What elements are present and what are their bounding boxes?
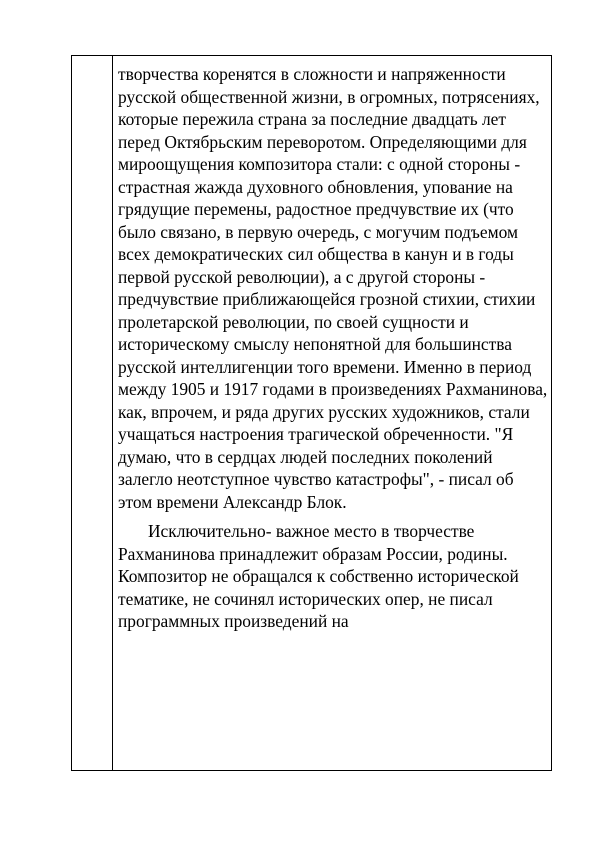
table-narrow-column bbox=[72, 56, 113, 770]
text-table bbox=[71, 55, 552, 771]
table-text-cell bbox=[118, 63, 548, 633]
paragraph-russia-images: Исключительно- важное место в творчестве Рахманинова принадлежит образам России, родины. Композитор не обращался к собственно исторической тематике, не сочинял исторических опер, не писал программных произведений на bbox=[118, 521, 519, 631]
paragraph-continuation: творчества коренятся в сложности и напряженности русской общественной жизни, в огромных, потрясениях, которые пережила страна за последние двадцать лет перед Октябрьским переворотом. Определяющими для мироощущения композитора стали: с одной стороны - страстная жажда духовного обновления, упование на грядущие перемены, радостное предчувствие их (что было связано, в первую очередь, с могучим подъемом всех демократических сил общества в канун и в годы первой русской революции), а с другой стороны - предчувствие приближающейся грозной стихии, стихии пролетарской революции, по своей сущности и историческому смыслу непонятной для большинства русской интеллигенции того времени. Именно в период между 1905 и 1917 годами в произведениях Рахманинова, как, впрочем, и ряда других русских художников, стали учащаться настроения трагической обреченности. "Я думаю, что в сердцах людей последних поколений залегло неотступное чувство катастрофы", - писал об этом времени Александр Блок. bbox=[118, 64, 548, 512]
